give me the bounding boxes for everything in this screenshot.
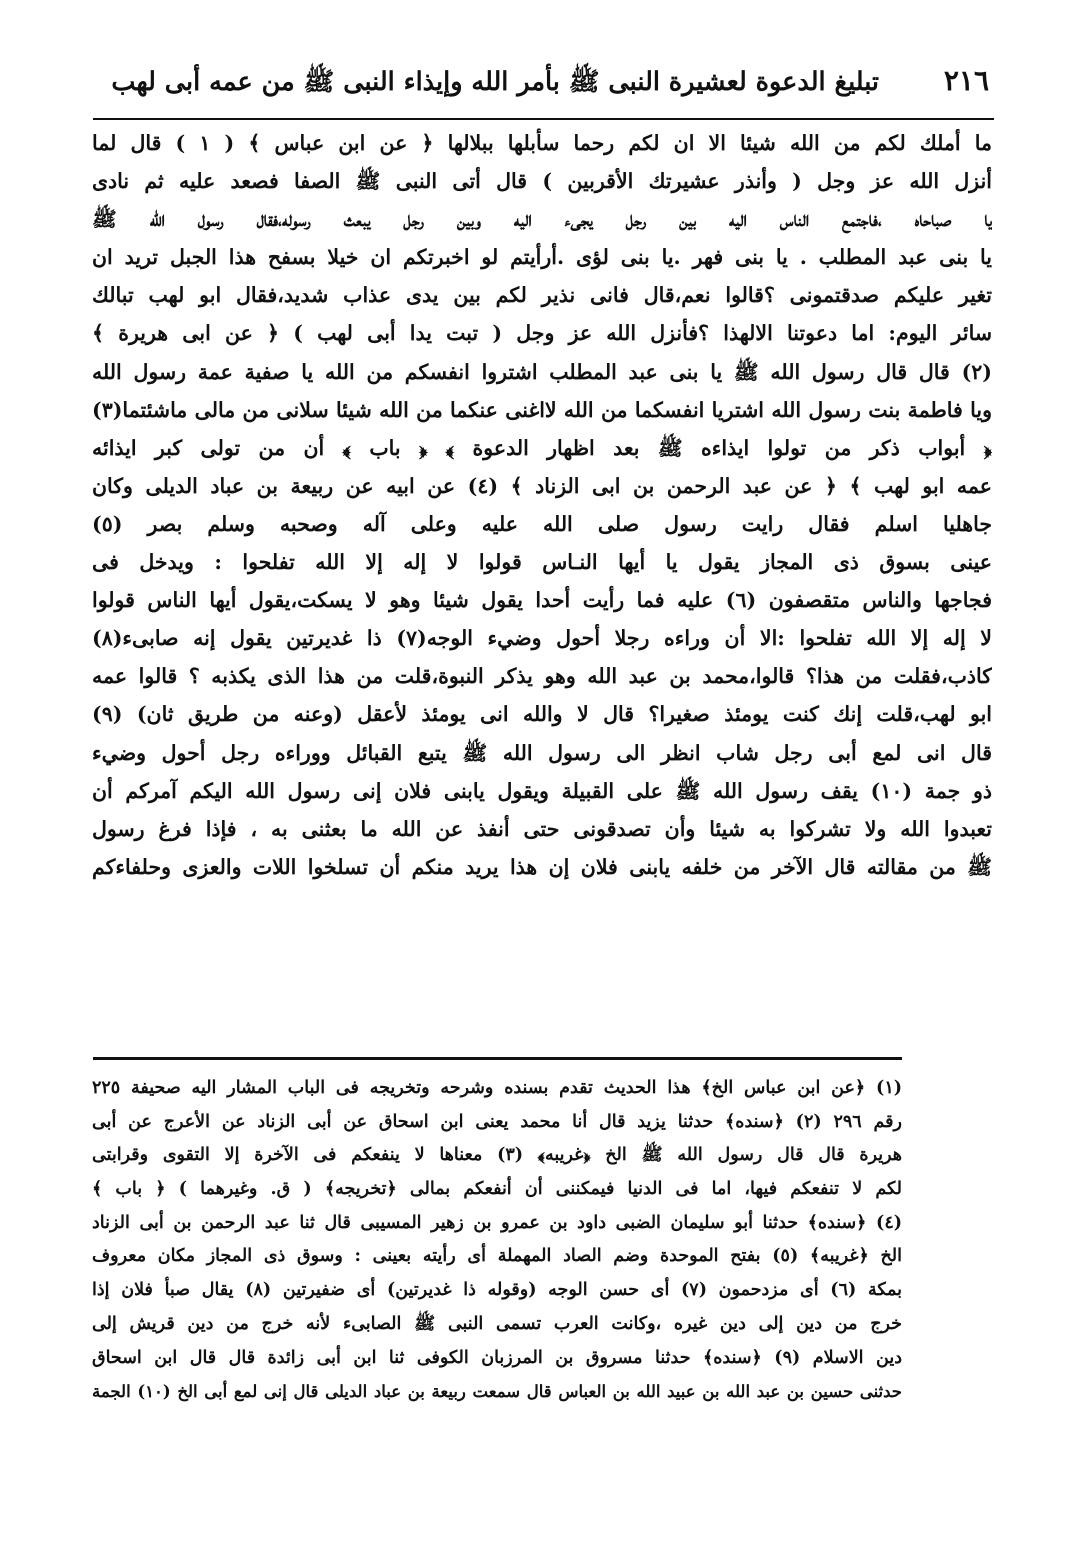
footnote-line: الخ ﴿غريبه﴾ (٥) بفتح الموحدة وضم الصاد المهملة أى رأيته بعينى : وسوق ذى المجاز مكان معروف	[92, 1246, 902, 1267]
text-line: جاهليا اسلم فقال رايت رسول صلى الله عليه وعلى آله وصحبه وسلم بصر (٥)	[92, 511, 992, 536]
footnote-line: رقم ٢٩٦ (٢) ﴿سنده﴾ حدثنا يزيد قال أنا محمد يعنى ابن اسحاق عن أبى الزناد عن الأعرج عن أبى	[92, 1111, 902, 1132]
footnote-line: خرج من دين إلى دين غيره ،وكانت العرب تسمى النبى ﷺ الصابىء لأنه خرج من دين قريش إلى	[92, 1313, 902, 1334]
footnote-line: (١) ﴿عن ابن عباس الخ﴾ هذا الحديث تقدم بسنده وشرحه وتخريجه فى الباب المشار اليه صحيفة ٢٢٥	[92, 1078, 902, 1098]
text-line: كاذب،فقلت من هذا؟ قالوا،محمد بن عبد الله وهو يذكر النبوة،قلت من هذا الذى يكذبه ؟ قالوا عمه	[92, 664, 992, 689]
text-line: أنزل الله عز وجل ( وأنذر عشيرتك الأقربين ) قال أتى النبى ﷺ الصفا فصعد عليه ثم نادى	[92, 169, 992, 194]
text-line: فجاجها والناس متقصفون (٦) عليه فما رأيت أحدا يقول شيئا وهو لا يسكت،يقول أيها الناس قولوا	[92, 588, 992, 613]
text-line: ذو جمة (١٠) يقف رسول الله ﷺ على القبيلة ويقول يابنى فلان إنى رسول الله اليكم آمركم أن	[92, 778, 992, 803]
footnote-line: (٤) ﴿سنده﴾ حدثنا أبو سليمان الضبى داود بن عمرو بن زهير المسيبى قال ثنا عبد الرحمن بن أبى الزناد	[92, 1212, 902, 1233]
page-number: ٢١٦	[943, 64, 989, 97]
text-line: عمه ابو لهب ﴾ ﴿ عن عبد الرحمن بن ابى الزناد ﴾ (٤) عن ابيه عن ربيعة بن عباد الديلى وكان	[92, 473, 992, 498]
footnote-line: حدثنى حسين بن عبد الله بن عبيد الله بن العباس قال سمعت ربيعة بن عباد الديلى قال إنى لمع أبى الخ (١٠) الجمة	[92, 1382, 902, 1402]
text-line: ﷺ من مقالته قال الآخر من خلفه يابنى فلان إن هذا يريد منكم أن تسلخوا اللات والعزى وحلفاءكم	[92, 854, 992, 879]
footnote-rule	[93, 1057, 902, 1060]
text-line: ابو لهب،قلت إنك كنت يومئذ صغيرا؟ قال لا والله انى يومئذ لأعقل (وعنه من طريق ثان) (٩)	[92, 702, 992, 727]
text-line: تغير عليكم صدقتمونى ؟قالوا نعم،قال فانى نذير لكم بين يدى عذاب شديد،فقال ابو لهب تبالك	[92, 283, 992, 308]
footnote-line: دين الاسلام (٩) ﴿سنده﴾ حدثنا مسروق بن المرزبان الكوفى ثنا ابن أبى زائدة قال قال ابن اسحاق	[92, 1347, 902, 1368]
footnote-line: لكم لا تنفعكم فيها، اما فى الدنيا فيمكننى أن أنفعكم بمالى ﴿تخريجه﴾ ( ق. وغيرهما ) ﴿ باب ﴾	[92, 1179, 902, 1200]
footnote-line: بمكة (٦) أى مزدحمون (٧) أى حسن الوجه (وقوله ذا غديرتين) أى ضفيرتين (٨) يقال صبأ فلان إذا	[92, 1280, 902, 1301]
footnote-line: هريرة قال قال رسول الله ﷺ الخ ﴿غريبه﴾ (٣) معناها لا ينفعكم فى الآخرة إلا التقوى وقرابتى	[92, 1145, 902, 1166]
text-line: ويا فاطمة بنت رسول الله اشتريا انفسكما من الله لااغنى عنكما من الله شيئا سلانى من مالى ماشئتما(٣)	[92, 397, 992, 422]
text-line: قال انى لمع أبى رجل شاب انظر الى رسول الله ﷺ يتبع القبائل ووراءه رجل أحول وضيء	[92, 740, 992, 765]
text-line: (٢) قال قال رسول الله ﷺ يا بنى عبد المطلب اشتروا انفسكم من الله يا صفية عمة رسول الله	[92, 359, 992, 384]
text-line: ﴿ أبواب ذكر من تولوا ايذاءه ﷺ بعد اظهار الدعوة ﴾ ﴿ باب ﴾ أن من تولى كبر ايذائه	[92, 435, 992, 460]
page-header	[100, 62, 989, 106]
footnotes	[92, 1072, 902, 1502]
main-text	[92, 124, 992, 1039]
text-line: عينى بسوق ذى المجاز يقول يا أيها النـاس قولوا لا إله إلا الله تفلحوا : ويدخل فى	[92, 550, 992, 575]
header-rule	[93, 118, 994, 120]
text-line: لا إله إلا الله تفلحوا :الا أن وراءه رجلا أحول وضيء الوجه(٧) ذا غديرتين يقول إنه صابىء(٨)	[92, 626, 992, 651]
text-line: يا بنى عبد المطلب . يا بنى فهر .يا بنى لؤى .أرأيتم لو اخبرتكم ان خيلا بسفح هذا الجبل تريد ان	[92, 245, 992, 270]
text-line: يا صباحاه ،فاجتمع الناس اليه بين رجل يجىء اليه وبين رجل يبعث رسوله،فقال رسول الله ﷺ	[92, 207, 992, 232]
text-line: ما أملك لكم من الله شيئا الا ان لكم رحما سأبلها ببلالها ﴿ عن ابن عباس ﴾ ( ١ ) قال لما	[92, 131, 992, 155]
text-line: سائر اليوم: اما دعوتنا الالهذا ؟فأنزل الله عز وجل ( تبت يدا أبى لهب ) ﴿ عن ابى هريرة ﴾	[92, 321, 992, 346]
text-line: تعبدوا الله ولا تشركوا به شيئا وأن تصدقونى حتى أنفذ عن الله ما بعثنى به ، فإذا فرغ رسول	[92, 816, 992, 841]
running-title: تبليغ الدعوة لعشيرة النبى ﷺ بأمر الله وإيذاء النبى ﷺ من عمه أبى لهب	[111, 67, 879, 97]
